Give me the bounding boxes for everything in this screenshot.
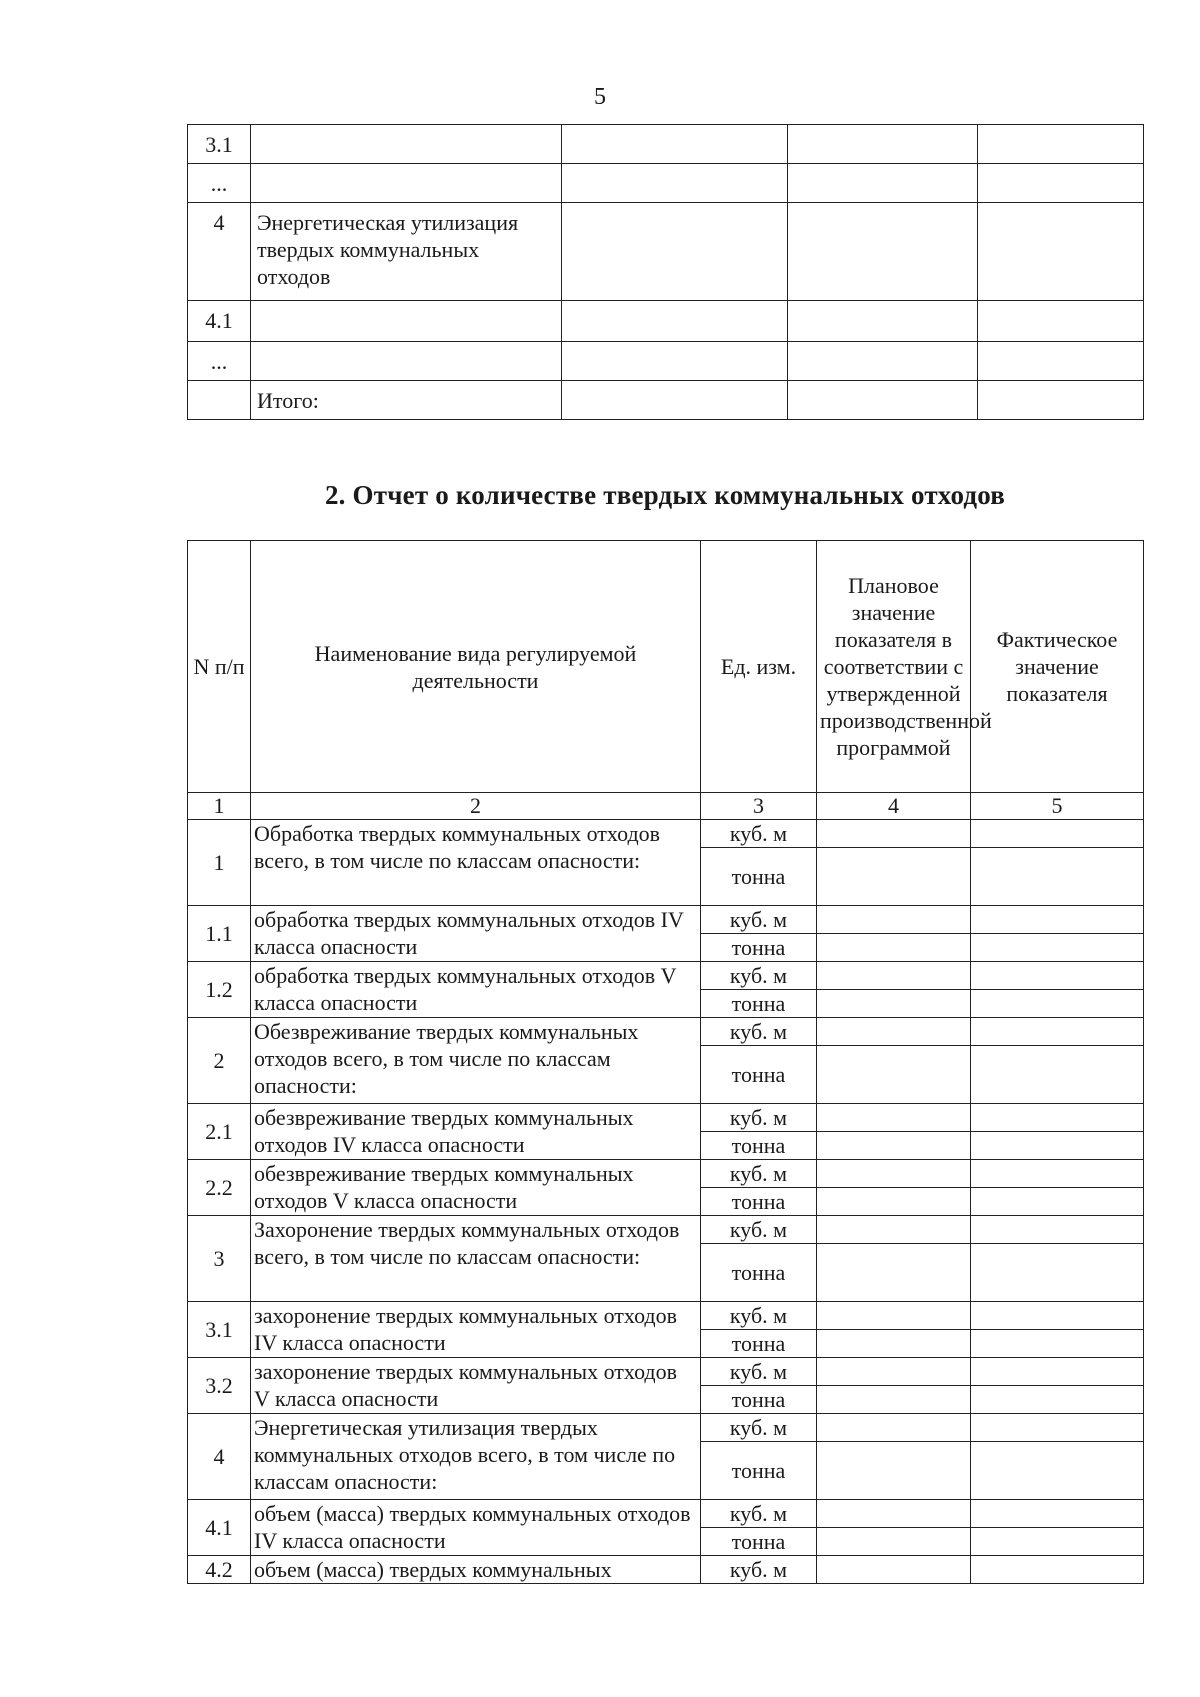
column-number: 1 [188, 793, 251, 820]
unit-mass: тонна [701, 1528, 817, 1556]
unit-volume: куб. м [701, 1104, 817, 1132]
table-row [188, 1160, 1144, 1188]
row-number: 1.2 [188, 962, 251, 1018]
table-row [188, 125, 1144, 164]
row-number: 3 [188, 1216, 251, 1302]
header-num: N п/п [188, 541, 251, 793]
row-name: захоронение твердых коммунальных отходов V класса опасности [251, 1358, 701, 1414]
table-row [188, 1216, 1144, 1244]
row-number: 1 [188, 820, 251, 906]
row-number: 1.1 [188, 906, 251, 962]
row-name [251, 164, 562, 203]
row-number: 4.1 [188, 1500, 251, 1556]
row-number: 4 [188, 203, 251, 301]
row-number: 2.1 [188, 1104, 251, 1160]
table-row [188, 1556, 1144, 1584]
unit-mass: тонна [701, 1330, 817, 1358]
header-name: Наименование вида регулируемой деятельности [251, 541, 701, 793]
column-number: 4 [817, 793, 971, 820]
unit-volume: куб. м [701, 820, 817, 848]
row-number: 2.2 [188, 1160, 251, 1216]
header-row [188, 541, 1144, 793]
column-number: 2 [251, 793, 701, 820]
row-name [251, 301, 562, 342]
unit-mass: тонна [701, 1188, 817, 1216]
row-number [188, 381, 251, 420]
table-row [188, 820, 1144, 848]
row-number: 3.1 [188, 1302, 251, 1358]
page-number: 5 [594, 84, 606, 110]
row-name: захоронение твердых коммунальных отходов IV класса опасности [251, 1302, 701, 1358]
row-name: обезвреживание твердых коммунальных отходов V класса опасности [251, 1160, 701, 1216]
table-row [188, 301, 1144, 342]
row-name: обработка твердых коммунальных отходов IV класса опасности [251, 906, 701, 962]
unit-volume: куб. м [701, 1500, 817, 1528]
unit-volume: куб. м [701, 906, 817, 934]
table-row [188, 1018, 1144, 1046]
row-name [251, 125, 562, 164]
table-row [188, 962, 1144, 990]
unit-mass: тонна [701, 990, 817, 1018]
header-plan: Плановое значение показателя в соответствии с утвержденной производственной программой [817, 541, 971, 793]
row-number: 2 [188, 1018, 251, 1104]
unit-volume: куб. м [701, 1556, 817, 1584]
row-number: ... [188, 164, 251, 203]
row-number: 4 [188, 1414, 251, 1500]
row-number: 4.2 [188, 1556, 251, 1584]
row-name: объем (масса) твердых коммунальных [251, 1556, 701, 1584]
report-table [187, 540, 1144, 1584]
table-row [188, 1302, 1144, 1330]
table-row [188, 203, 1144, 301]
row-name: обработка твердых коммунальных отходов V класса опасности [251, 962, 701, 1018]
row-number: 4.1 [188, 301, 251, 342]
row-number: 3.2 [188, 1358, 251, 1414]
unit-mass: тонна [701, 1386, 817, 1414]
table-row [188, 342, 1144, 381]
table-row [188, 1414, 1144, 1442]
table-row [188, 1104, 1144, 1132]
row-name [251, 342, 562, 381]
row-name: Итого: [251, 381, 562, 420]
unit-volume: куб. м [701, 1358, 817, 1386]
unit-volume: куб. м [701, 1018, 817, 1046]
table-row [188, 381, 1144, 420]
row-name: обезвреживание твердых коммунальных отходов IV класса опасности [251, 1104, 701, 1160]
unit-volume: куб. м [701, 1216, 817, 1244]
row-name: Обработка твердых коммунальных отходов всего, в том числе по классам опасности: [251, 820, 701, 906]
header-fact: Фактическое значение показателя [971, 541, 1144, 793]
row-name: Обезвреживание твердых коммунальных отходов всего, в том числе по классам опасности: [251, 1018, 701, 1104]
row-name: Энергетическая утилизация твердых коммунальных отходов [251, 203, 562, 301]
section-title: 2. Отчет о количестве твердых коммунальных отходов [324, 480, 1006, 510]
column-number: 5 [971, 793, 1144, 820]
unit-mass: тонна [701, 1244, 817, 1302]
row-name: Захоронение твердых коммунальных отходов всего, в том числе по классам опасности: [251, 1216, 701, 1302]
table-row [188, 1500, 1144, 1528]
table-row [188, 1358, 1144, 1386]
row-number: 3.1 [188, 125, 251, 164]
unit-mass: тонна [701, 934, 817, 962]
column-number: 3 [701, 793, 817, 820]
unit-mass: тонна [701, 1046, 817, 1104]
table-row [188, 164, 1144, 203]
row-name: объем (масса) твердых коммунальных отходов IV класса опасности [251, 1500, 701, 1556]
unit-volume: куб. м [701, 1302, 817, 1330]
column-numbers-row [188, 793, 1144, 820]
unit-mass: тонна [701, 1442, 817, 1500]
unit-volume: куб. м [701, 1414, 817, 1442]
unit-mass: тонна [701, 1132, 817, 1160]
row-name: Энергетическая утилизация твердых коммунальных отходов всего, в том числе по классам опасности: [251, 1414, 701, 1500]
unit-mass: тонна [701, 848, 817, 906]
unit-volume: куб. м [701, 1160, 817, 1188]
table-row [188, 906, 1144, 934]
header-unit: Ед. изм. [701, 541, 817, 793]
row-number: ... [188, 342, 251, 381]
continuation-table [187, 124, 1144, 420]
unit-volume: куб. м [701, 962, 817, 990]
